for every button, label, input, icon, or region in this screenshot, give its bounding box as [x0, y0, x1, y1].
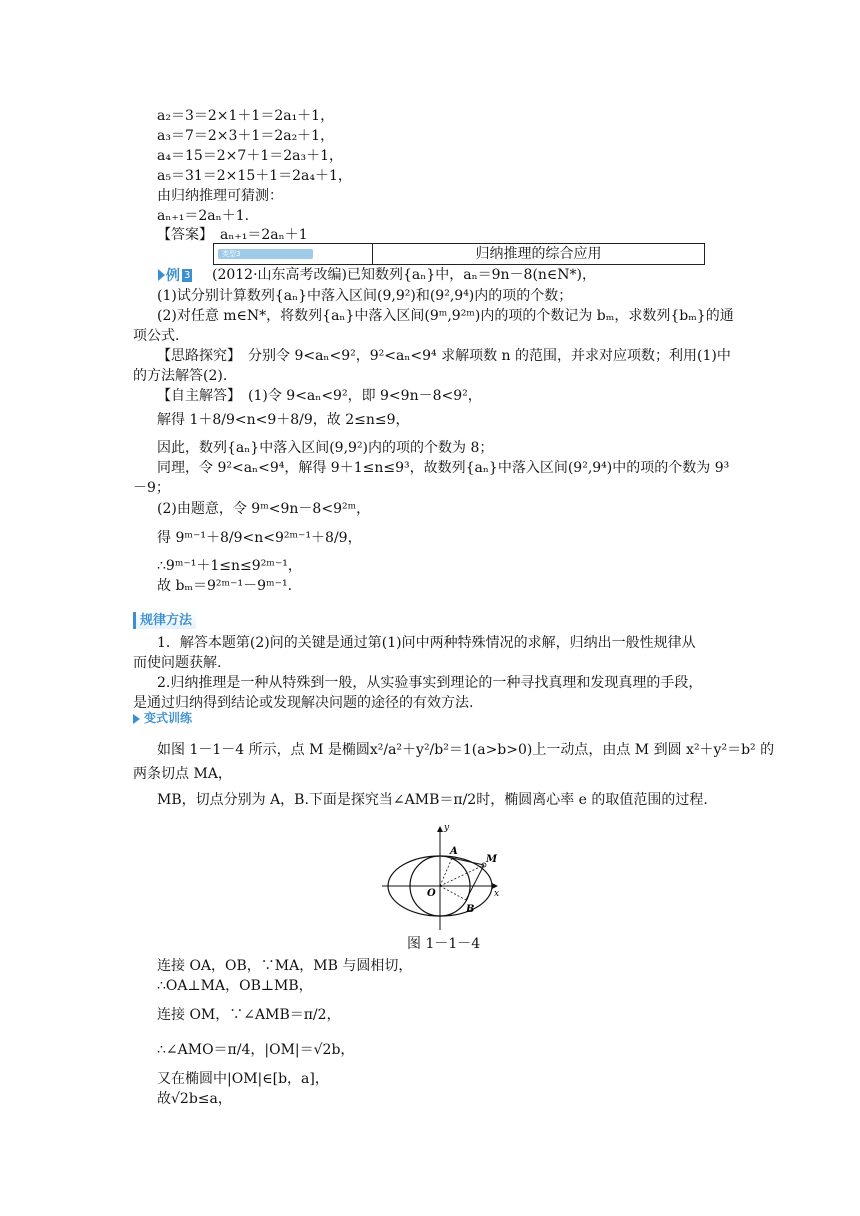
label-b: B	[466, 904, 475, 915]
segment-oa	[440, 858, 452, 886]
example-line: 同理，令 9²<aₙ<9⁴，解得 9＋1≤n≤9³，故数列{aₙ}中落入区间(9²,9⁴)中的项的个数为 9³	[157, 460, 730, 476]
solution-line: 连接 OA，OB，∵MA，MB 与圆相切，	[157, 958, 413, 974]
example-number: 3	[184, 269, 191, 281]
section-tag-area	[214, 244, 373, 264]
example-badge	[158, 267, 196, 283]
variant-label: 变式训练	[144, 711, 193, 725]
solution-line: ∴∠AMO＝π/4，|OM|＝√2b，	[157, 1042, 355, 1058]
method-line: 是通过归纳得到结论或发现解决问题的途径的有效方法.	[133, 695, 474, 711]
method-line: 2.归纳推理是一种从特殊到一般，从实验事实到理论的一种寻找真理和发现真理的手段，	[157, 675, 703, 691]
example-line: (2)由题意，令 9ᵐ<9n－8<9²ᵐ，	[157, 501, 371, 517]
segment-ob	[440, 886, 466, 900]
example-line: (2012·山东高考改编)已知数列{aₙ}中，aₙ＝9n－8(n∈N*)，	[212, 267, 597, 283]
label-o: O	[427, 888, 436, 899]
example-line: －9；	[133, 480, 170, 496]
variant-tag	[133, 710, 192, 727]
method-line: 1．解答本题第(2)问的关键是通过第(1)问中两种特殊情况的求解，归纳出一般性规律从	[157, 635, 696, 651]
example-line: (1)试分别计算数列{aₙ}中落入区间(9,9²)和(9²,9⁴)内的项的个数；	[157, 288, 573, 304]
section-header	[213, 243, 705, 265]
solution-line: ∴OA⊥MA，OB⊥MB，	[157, 978, 313, 994]
section-type-tag: 类型3	[218, 249, 313, 259]
example-line: 因此，数列{aₙ}中落入区间(9,9²)内的项的个数为 8；	[157, 440, 494, 456]
example-line: 项公式.	[133, 328, 180, 344]
example-line: 得 9ᵐ⁻¹＋8/9<n<9²ᵐ⁻¹＋8/9，	[157, 530, 362, 546]
example-word: 例	[166, 268, 180, 284]
ellipse-figure	[380, 818, 504, 930]
label-a: A	[450, 846, 458, 857]
label-m: M	[486, 854, 498, 865]
text-line: 由归纳推理可猜测：	[157, 188, 283, 204]
segment-om	[440, 865, 484, 886]
example-line: ∴9ᵐ⁻¹＋1≤n≤9²ᵐ⁻¹，	[157, 558, 302, 574]
tangent-mb	[466, 865, 484, 900]
triangle-icon	[133, 714, 140, 724]
text-line: a₂＝3＝2×1＋1＝2a₁＋1，	[157, 108, 335, 124]
figure-caption: 图 1－1－4	[407, 936, 481, 952]
example-line: 【思路探究】 分别令 9<aₙ<9²，9²<aₙ<9⁴ 求解项数 n 的范围，并求对应项数；利用(1)中	[157, 348, 731, 364]
example-line: 解得 1＋8/9<n<9＋8/9，故 2≤n≤9，	[157, 412, 410, 428]
solution-line: 连接 OM，∵∠AMB＝π/2，	[157, 1007, 341, 1023]
example-line: (2)对任意 m∈N*，将数列{aₙ}中落入区间(9ᵐ,9²ᵐ)内的项的个数记为 bₘ，求数列{bₘ}的通	[157, 308, 734, 324]
variant-line: 两条切点 MA，	[133, 766, 232, 782]
triangle-icon	[158, 269, 165, 281]
text-line: aₙ₊₁＝2aₙ＋1.	[157, 208, 250, 224]
example-line: 【自主解答】 (1)令 9<aₙ<9²，即 9<9n－8<9²，	[157, 388, 482, 404]
text-line: a₅＝31＝2×15＋1＝2a₄＋1，	[157, 168, 352, 184]
example-line: 的方法解答(2).	[133, 368, 228, 384]
label-x: x	[494, 889, 500, 899]
answer-line: 【答案】 aₙ₊₁＝2aₙ＋1	[157, 227, 308, 243]
solution-line: 又在椭圆中|OM|∈[b，a]，	[157, 1071, 329, 1087]
example-line: 故 bₘ＝9²ᵐ⁻¹－9ᵐ⁻¹.	[157, 578, 293, 594]
text-line: a₄＝15＝2×7＋1＝2a₃＋1，	[157, 148, 343, 164]
variant-line: MB，切点分别为 A，B.下面是探究当∠AMB＝π/2时，椭圆离心率 e 的取值范围的过程.	[157, 792, 708, 808]
text-line: a₃＝7＝2×3＋1＝2a₂＋1，	[157, 128, 335, 144]
label-y: y	[444, 823, 450, 833]
variant-line: 如图 1－1－4 所示，点 M 是椭圆x²/a²＋y²/b²＝1(a>b>0)上一动点，由点 M 到圆 x²＋y²＝b² 的	[157, 742, 775, 758]
y-arrow-icon	[437, 826, 443, 832]
method-line: 而使问题获解.	[133, 655, 222, 671]
solution-line: 故√2b≤a，	[157, 1091, 232, 1107]
section-title: 归纳推理的综合应用	[475, 246, 602, 262]
method-tag: 规律方法	[133, 612, 196, 629]
